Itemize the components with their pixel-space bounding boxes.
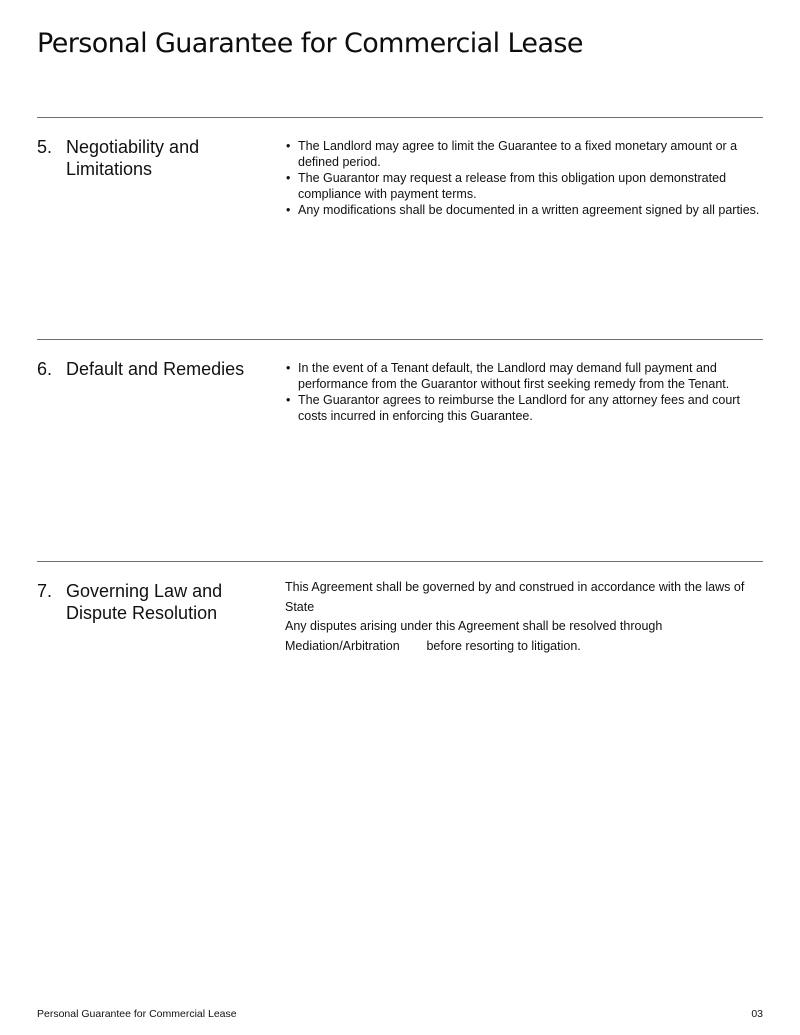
section-7-body bbox=[285, 578, 765, 656]
section-5-number: 5. bbox=[37, 137, 53, 157]
dispute-resolution-suffix: before resorting to litigation. bbox=[426, 638, 581, 653]
section-5-title: Negotiability and Limitations bbox=[66, 137, 200, 179]
list-item: • The Guarantor agrees to reimburse the Landlord for any attorney fees and court costs incurred in enforcing this Guarantee. bbox=[285, 392, 765, 424]
section-6-bullet-list bbox=[285, 360, 765, 424]
governing-law-text: This Agreement shall be governed by and construed in accordance with the laws of bbox=[285, 580, 745, 594]
dispute-resolution-text: Any disputes arising under this Agreement shall be resolved through bbox=[285, 619, 663, 633]
page-title: Personal Guarantee for Commercial Lease bbox=[37, 28, 583, 59]
list-item: • The Guarantor may request a release from this obligation upon demonstrated compliance with payment terms. bbox=[285, 170, 765, 202]
section-divider bbox=[37, 117, 763, 118]
page-number: 03 bbox=[751, 1008, 763, 1020]
section-5-bullet-list bbox=[285, 138, 765, 218]
section-6-number: 6. bbox=[37, 359, 53, 379]
list-item: • The Landlord may agree to limit the Guarantee to a fixed monetary amount or a defined period. bbox=[285, 138, 765, 170]
footer-title: Personal Guarantee for Commercial Lease bbox=[37, 1008, 237, 1020]
section-divider bbox=[37, 339, 763, 340]
section-6-title: Default and Remedies bbox=[66, 359, 245, 379]
governing-law-paragraph bbox=[285, 578, 765, 617]
section-divider bbox=[37, 561, 763, 562]
section-7-number: 7. bbox=[37, 581, 53, 601]
dispute-method-field[interactable]: Mediation/Arbitration bbox=[285, 638, 400, 653]
list-item: • Any modifications shall be documented in a written agreement signed by all parties. bbox=[285, 202, 765, 218]
state-field[interactable]: State bbox=[285, 599, 315, 614]
dispute-resolution-paragraph bbox=[285, 617, 765, 656]
section-7-title: Governing Law and Dispute Resolution bbox=[66, 581, 223, 623]
list-item: • In the event of a Tenant default, the Landlord may demand full payment and performance from the Guarantor without first seeking remedy from the Tenant. bbox=[285, 360, 765, 392]
